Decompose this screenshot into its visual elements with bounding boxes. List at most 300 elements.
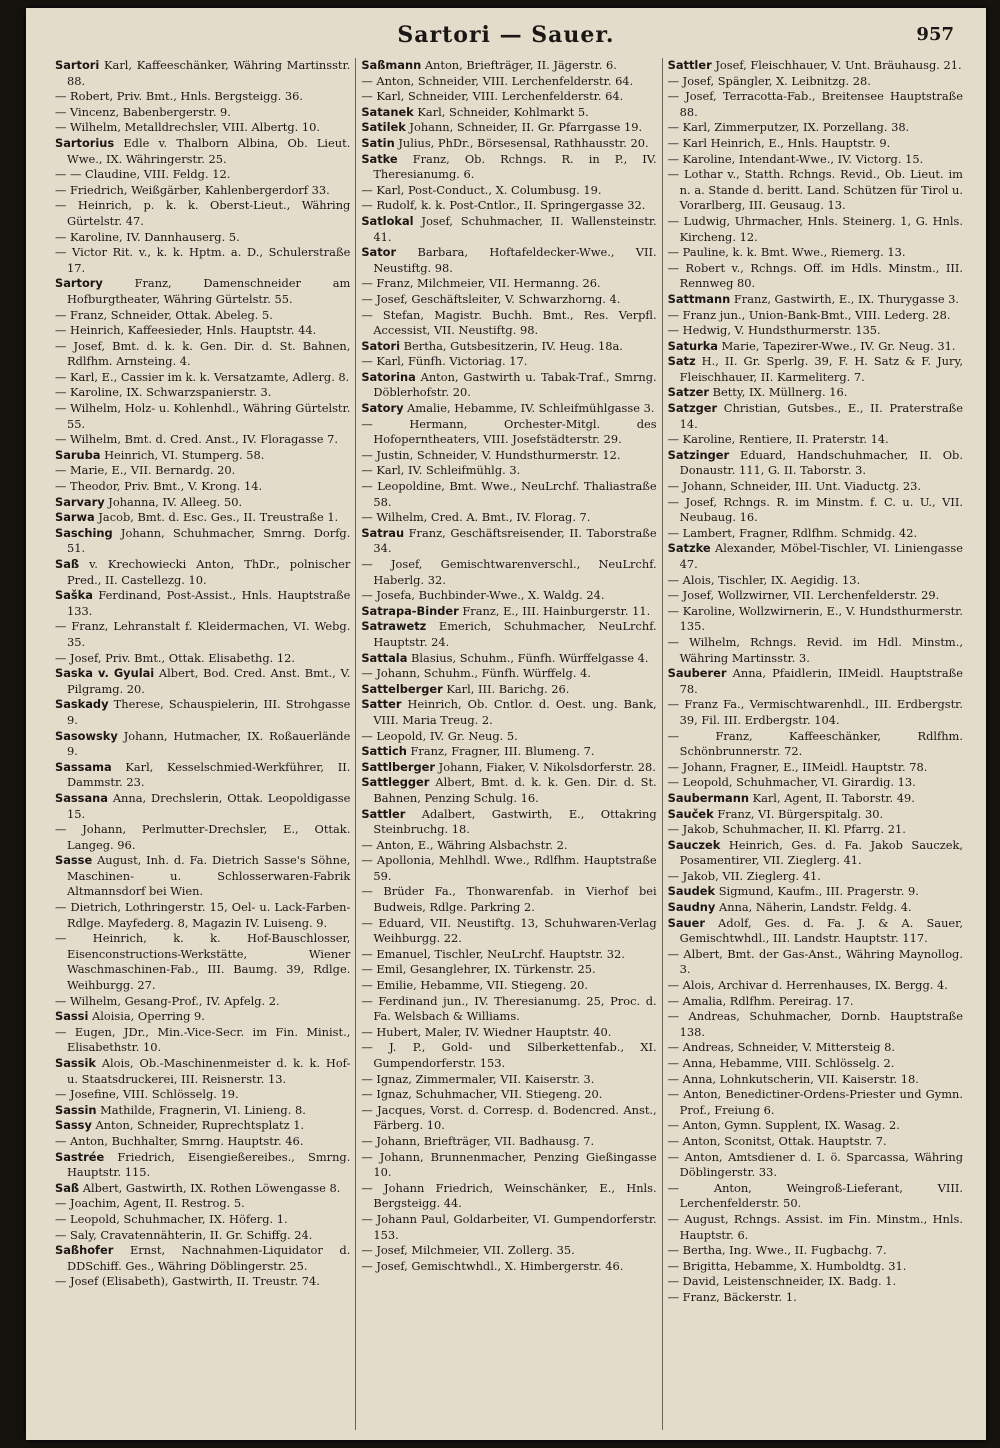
directory-entry <box>668 1243 963 1259</box>
directory-entry <box>361 448 656 464</box>
entry-text: — Andreas, Schuhmacher, Dornb. Hauptstraße 138. <box>667 1009 963 1039</box>
directory-entry <box>55 89 350 105</box>
entry-text: Julius, PhDr., Börsesensal, Rathhausstr. 20. <box>398 135 649 150</box>
directory-entry <box>55 697 350 728</box>
directory-entry <box>361 526 656 557</box>
entry-text: — Josef, Wollzwirner, VII. Lerchenfelderstr. 29. <box>667 588 940 603</box>
directory-entry <box>361 1259 656 1275</box>
entry-text: Franz, E., III. Hainburgerstr. 11. <box>462 603 651 618</box>
entry-text: Anna, Drechslerin, Ottak. Leopoldigasse 15. <box>67 790 351 821</box>
entry-text: — Anna, Lohnkutscherin, VII. Kaiserstr. 18. <box>667 1071 919 1086</box>
entry-text: — Albert, Bmt. der Gas-Anst., Währing Maynollog. 3. <box>667 946 963 977</box>
entry-text: — Josefine, VIII. Schlösselg. 19. <box>55 1087 239 1102</box>
entry-surname: Satzke <box>667 541 711 556</box>
entry-surname: Satke <box>361 151 398 166</box>
entry-surname: Sartory <box>55 276 103 291</box>
entry-text: — Lothar v., Statth. Rchngs. Revid., Ob. Lieut. im n. a. Stande d. beritt. Land. Schützen für Tirol u. Vorarlberg, III. Geusaug. 13. <box>667 167 963 213</box>
entry-text: — Heinrich, p. k. k. Oberst-Lieut., Währing Gürtelstr. 47. <box>55 198 351 228</box>
entry-text: Johann, Schuhmacher, Smrng. Dorfg. 51. <box>67 525 351 556</box>
entry-text: Karl, Schneider, Kohlmarkt 5. <box>417 104 589 119</box>
directory-entry <box>668 604 963 635</box>
directory-entry <box>361 962 656 978</box>
entry-text: — Alois, Tischler, IX. Aegidig. 13. <box>667 572 861 587</box>
entry-text: — Karoline, Rentiere, II. Praterstr. 14. <box>667 432 889 447</box>
entry-text: Ernst, Nachnahmen-Liquidator d. DDSchiff. Ges., Währing Döblingerstr. 25. <box>67 1243 351 1273</box>
directory-entry <box>361 557 656 588</box>
entry-text: Karl, III. Barichg. 26. <box>446 681 570 696</box>
entry-text: Franz, VI. Bürgerspitalg. 30. <box>717 806 884 821</box>
column-2 <box>355 58 661 1430</box>
directory-entry <box>668 635 963 666</box>
directory-entry <box>55 900 350 931</box>
directory-entry <box>668 245 963 261</box>
entry-text: — Anton, Sconitst, Ottak. Hauptstr. 7. <box>667 1133 887 1148</box>
directory-entry <box>361 1087 656 1103</box>
directory-entry <box>668 1212 963 1243</box>
entry-text: Franz, Damenschneider am Hofburgtheater, Währing Gürtelstr. 55. <box>67 276 351 306</box>
entry-text: Christian, Gutsbes., E., II. Praterstraße 14. <box>679 401 963 431</box>
directory-entry <box>668 1150 963 1181</box>
directory-entry <box>668 1056 963 1072</box>
entry-text: — Emilie, Hebamme, VII. Stiegeng. 20. <box>361 978 588 993</box>
entry-text: Franz, Ob. Rchngs. R. in P., IV. Theresianumg. 6. <box>373 151 657 182</box>
directory-entry <box>668 495 963 526</box>
directory-entry <box>668 994 963 1010</box>
directory-entry <box>668 152 963 168</box>
directory-entry <box>361 1040 656 1071</box>
entry-text: Amalie, Hebamme, IV. Schleifmühlgasse 3. <box>407 401 655 416</box>
column-1 <box>50 58 355 1430</box>
entry-surname: Sattmann <box>667 291 731 306</box>
directory-entry <box>361 198 656 214</box>
directory-entry <box>55 1181 350 1197</box>
entry-text: — Karoline, Intendant-Wwe., IV. Victorg. 15. <box>667 151 924 166</box>
directory-entry <box>668 900 963 916</box>
directory-entry <box>361 1103 656 1134</box>
directory-entry <box>55 370 350 386</box>
entry-text: — Anton, Gymn. Supplent, IX. Wasag. 2. <box>667 1118 900 1133</box>
entry-text: — Josef, Rchngs. R. im Minstm. f. C. u. U., VII. Neubaug. 16. <box>667 494 963 525</box>
entry-text: — August, Rchngs. Assist. im Fin. Minstm., Hnls. Hauptstr. 6. <box>667 1211 963 1242</box>
entry-text: — Wilhelm, Holz- u. Kohlenhdl., Währing Gürtelstr. 55. <box>55 401 351 431</box>
directory-entry <box>55 588 350 619</box>
directory-entry <box>361 354 656 370</box>
entry-text: — Anton, Schneider, VIII. Lerchenfelderstr. 64. <box>361 73 634 88</box>
entry-text: Karl, Agent, II. Taborstr. 49. <box>752 790 915 805</box>
entry-text: Bertha, Gutsbesitzerin, IV. Heug. 18a. <box>403 338 623 353</box>
entry-surname: Sauer <box>667 915 705 930</box>
entry-text: Johann, Hutmacher, IX. Roßauerlände 9. <box>67 728 351 759</box>
directory-entry <box>668 1040 963 1056</box>
directory-entry <box>668 261 963 292</box>
entry-surname: Sattlegger <box>361 775 430 790</box>
entry-surname: Sattala <box>361 650 408 665</box>
entry-surname: Sattlberger <box>361 759 436 774</box>
entry-surname: Sastrée <box>55 1149 105 1164</box>
directory-entry <box>668 58 963 74</box>
directory-entry <box>55 183 350 199</box>
entry-text: Edle v. Thalborn Albina, Ob. Lieut. Wwe., IX. Währingerstr. 25. <box>67 135 351 166</box>
directory-entry <box>668 1118 963 1134</box>
entry-surname: Satter <box>361 697 402 712</box>
directory-entry <box>55 526 350 557</box>
entry-text: — Hedwig, V. Hundsthurmerstr. 135. <box>667 323 881 338</box>
directory-entry <box>668 323 963 339</box>
directory-entry <box>55 651 350 667</box>
entry-surname: Saßhofer <box>55 1243 114 1258</box>
entry-text: Marie, Tapezirer-Wwe., IV. Gr. Neug. 31. <box>721 338 956 353</box>
entry-text: — Johann, Fragner, E., IIMeidl. Hauptstr. 78. <box>667 759 928 774</box>
directory-entry <box>668 339 963 355</box>
directory-entry <box>361 74 656 90</box>
entry-text: Heinrich, Ob. Cntlor. d. Oest. ung. Bank, VIII. Maria Treug. 2. <box>373 697 657 727</box>
entry-surname: Sattich <box>361 744 407 759</box>
entry-text: — Anna, Hebamme, VIII. Schlösselg. 2. <box>667 1056 895 1070</box>
entry-text: — Andreas, Schneider, V. Mittersteig 8. <box>667 1040 895 1055</box>
entry-text: — Karl, Zimmerputzer, IX. Porzellang. 38. <box>667 120 910 135</box>
directory-entry <box>361 651 656 667</box>
entry-surname: Satrawetz <box>361 619 427 634</box>
directory-entry <box>361 120 656 136</box>
entry-text: — Marie, E., VII. Bernardg. 20. <box>55 463 236 478</box>
entry-text: — Saly, Cravatennähterin, II. Gr. Schiffg. 24. <box>55 1227 313 1242</box>
directory-entry <box>361 697 656 728</box>
directory-entry <box>55 994 350 1010</box>
directory-entry <box>668 978 963 994</box>
directory-entry <box>361 276 656 292</box>
entry-text: Karl, Kaffeeschänker, Währing Martinsstr. 88. <box>67 58 351 88</box>
directory-entry <box>55 432 350 448</box>
directory-entry <box>668 1181 963 1212</box>
directory-entry <box>361 1150 656 1181</box>
directory-entry <box>361 853 656 884</box>
directory-entry <box>361 152 656 183</box>
directory-entry <box>55 495 350 511</box>
entry-text: — Emil, Gesanglehrer, IX. Türkenstr. 25. <box>361 962 596 977</box>
entry-text: Jacob, Bmt. d. Esc. Ges., II. Treustraße 1. <box>98 510 339 525</box>
directory-entry <box>55 167 350 183</box>
entry-text: — Heinrich, Kaffeesieder, Hnls. Hauptstr. 44. <box>55 323 317 338</box>
entry-text: — Johann Paul, Goldarbeiter, VI. Gumpendorferstr. 153. <box>361 1211 657 1242</box>
entry-text: — Karl, Post-Conduct., X. Columbusg. 19. <box>361 182 602 197</box>
entry-surname: Satin <box>361 135 395 150</box>
entry-text: Therese, Schauspielerin, III. Strohgasse 9. <box>67 697 351 727</box>
directory-entry <box>55 245 350 276</box>
running-title: Sartori — Sauer. <box>397 22 615 48</box>
directory-entry <box>361 401 656 417</box>
directory-entry <box>668 308 963 324</box>
directory-entry <box>361 58 656 74</box>
entry-text: — Franz, Schneider, Ottak. Abeleg. 5. <box>55 307 273 322</box>
entry-text: Blasius, Schuhm., Fünfh. Würffelgasse 4. <box>411 650 649 665</box>
entry-text: — Jakob, Schuhmacher, II. Kl. Pfarrg. 21. <box>667 822 906 837</box>
directory-entry <box>668 916 963 947</box>
directory-entry <box>55 1196 350 1212</box>
entry-text: — Stefan, Magistr. Buchh. Bmt., Res. Verpfl. Accessist, VII. Neustiftg. 98. <box>361 307 657 338</box>
entry-text: — Franz Fa., Vermischtwarenhdl., III. Erdbergstr. 39, Fil. III. Erdbergstr. 104. <box>667 697 963 727</box>
entry-surname: Satilek <box>361 120 406 135</box>
entry-text: — Leopold, Schuhmacher, VI. Girardig. 13. <box>667 775 916 790</box>
directory-entry <box>55 339 350 370</box>
directory-entry <box>668 760 963 776</box>
entry-text: — Karl, Schneider, VIII. Lerchenfelderstr. 64. <box>361 89 624 104</box>
directory-entry <box>668 120 963 136</box>
entry-text: — Franz, Kaffeeschänker, Rdlfhm. Schönbrunnerstr. 72. <box>667 728 963 759</box>
entry-text: — Robert, Priv. Bmt., Hnls. Bergsteigg. 36. <box>55 89 304 104</box>
entry-text: — Leopold, IV. Gr. Neug. 5. <box>361 728 518 743</box>
entry-text: — Jacques, Vorst. d. Corresp. d. Bodencred. Anst., Färberg. 10. <box>361 1102 657 1133</box>
entry-surname: Satzer <box>667 385 709 400</box>
directory-entry <box>55 479 350 495</box>
entry-text: Adalbert, Gastwirth, E., Ottakring Steinbruchg. 18. <box>373 806 657 837</box>
directory-entry <box>361 588 656 604</box>
directory-entry <box>55 276 350 307</box>
directory-entry <box>55 791 350 822</box>
entry-text: — Johann, Schuhm., Fünfh. Würffelg. 4. <box>361 666 591 681</box>
directory-entry <box>361 978 656 994</box>
entry-text: — Leopold, Schuhmacher, IX. Höferg. 1. <box>55 1211 288 1226</box>
directory-entry <box>361 619 656 650</box>
entry-text: Albert, Gastwirth, IX. Rothen Löwengasse 8. <box>82 1180 341 1195</box>
entry-text: — Karl, Fünfh. Victoriag. 17. <box>361 354 528 369</box>
directory-entry <box>361 760 656 776</box>
directory-entry <box>668 167 963 214</box>
entry-text: Friedrich, Eisengießereibes., Smrng. Hauptstr. 115. <box>67 1149 351 1180</box>
entry-text: — Robert v., Rchngs. Off. im Hdls. Minstm., III. Rennweg 80. <box>667 260 963 291</box>
directory-entry <box>361 1072 656 1088</box>
directory-entry <box>55 619 350 650</box>
entry-surname: Sassama <box>55 759 112 774</box>
entry-text: Mathilde, Fragnerin, VI. Linieng. 8. <box>100 1102 306 1117</box>
entry-text: — Karoline, IX. Schwarzspanierstr. 3. <box>55 385 272 400</box>
entry-text: — Rudolf, k. k. Post-Cntlor., II. Springergasse 32. <box>361 198 646 213</box>
directory-entry <box>55 136 350 167</box>
entry-text: — Franz jun., Union-Bank-Bmt., VIII. Lederg. 28. <box>667 307 951 322</box>
page-header <box>26 22 986 52</box>
entry-surname: Satory <box>361 401 404 416</box>
directory-page <box>26 8 986 1440</box>
directory-entry <box>668 1259 963 1275</box>
entry-text: — Wilhelm, Gesang-Prof., IV. Apfelg. 2. <box>55 993 280 1008</box>
entry-text: Johanna, IV. Alleeg. 50. <box>108 494 243 509</box>
directory-entry <box>55 510 350 526</box>
directory-entry <box>668 1009 963 1040</box>
directory-entry <box>668 822 963 838</box>
directory-entry <box>668 136 963 152</box>
entry-surname: Satzger <box>667 401 718 416</box>
entry-surname: Saturka <box>667 338 718 353</box>
entry-surname: Satanek <box>361 104 414 119</box>
directory-entry <box>668 526 963 542</box>
entry-surname: Sartori <box>55 58 100 72</box>
entry-text: Aloisia, Operring 9. <box>91 1009 205 1024</box>
directory-entry <box>361 308 656 339</box>
directory-entry <box>361 666 656 682</box>
directory-entry <box>55 822 350 853</box>
entry-text: Alexander, Möbel-Tischler, VI. Liniengasse 47. <box>679 541 963 571</box>
entry-surname: Satzinger <box>667 447 730 462</box>
entry-text: — Anton, Amtsdiener d. I. ö. Sparcassa, Währing Döblingerstr. 33. <box>667 1149 963 1180</box>
directory-entry <box>55 198 350 229</box>
entry-surname: Sator <box>361 245 397 260</box>
entry-text: — Josef (Elisabeth), Gastwirth, II. Treustr. 74. <box>55 1274 320 1289</box>
directory-entry <box>361 947 656 963</box>
entry-surname: Sauberer <box>667 666 727 681</box>
entry-text: — Josefa, Buchbinder-Wwe., X. Waldg. 24. <box>361 588 605 603</box>
entry-text: Anna, Näherin, Landstr. Feldg. 4. <box>718 900 912 915</box>
directory-entry <box>361 916 656 947</box>
entry-text: Anton, Gastwirth u. Tabak-Traf., Smrng. Döblerhofstr. 20. <box>373 369 657 400</box>
entry-text: Franz, Gastwirth, E., IX. Thurygasse 3. <box>733 291 960 306</box>
directory-entry <box>361 292 656 308</box>
entry-text: — Josef, Priv. Bmt., Ottak. Elisabethg. 12. <box>55 650 296 665</box>
entry-text: — Apollonia, Mehlhdl. Wwe., Rdlfhm. Hauptstraße 59. <box>361 853 657 883</box>
directory-entry <box>668 947 963 978</box>
entry-surname: Satz <box>667 354 696 369</box>
entry-text: Albert, Bod. Cred. Anst. Bmt., V. Pilgramg. 20. <box>67 666 351 696</box>
directory-entry <box>361 245 656 276</box>
entry-text: — Johann, Briefträger, VII. Badhausg. 7. <box>361 1133 595 1148</box>
entry-surname: Saudek <box>667 884 716 899</box>
entry-text: v. Krechowiecki Anton, ThDr., polnischer Pred., II. Castellezg. 10. <box>67 557 351 587</box>
entry-text: — Wilhelm, Metalldrechsler, VIII. Albertg. 10. <box>55 120 321 135</box>
entry-surname: Sassy <box>55 1118 92 1133</box>
directory-entry <box>668 775 963 791</box>
directory-entry <box>55 1274 350 1290</box>
entry-text: — Karl, IV. Schleifmühlg. 3. <box>361 463 521 478</box>
entry-text: — Johann, Schneider, III. Unt. Viaductg. 23. <box>667 479 922 494</box>
directory-entry <box>55 853 350 900</box>
directory-entry <box>668 1274 963 1290</box>
entry-text: — Joachim, Agent, II. Restrog. 5. <box>55 1196 245 1211</box>
directory-entry <box>55 1150 350 1181</box>
directory-entry <box>361 370 656 401</box>
page-number: 957 <box>916 24 954 45</box>
entry-text: Alois, Ob.-Maschinenmeister d. k. k. Hof- u. Staatsdruckerei, III. Reisnerstr. 13. <box>67 1056 351 1086</box>
directory-entry <box>668 588 963 604</box>
entry-surname: Sassin <box>55 1102 97 1117</box>
entry-text: — Ignaz, Schuhmacher, VII. Stiegeng. 20. <box>361 1087 603 1102</box>
directory-entry <box>55 463 350 479</box>
directory-entry <box>668 884 963 900</box>
directory-entry <box>361 604 656 620</box>
directory-entry <box>55 1087 350 1103</box>
entry-text: — David, Leistenschneider, IX. Badg. 1. <box>667 1274 897 1289</box>
directory-entry <box>668 791 963 807</box>
directory-entry <box>361 1025 656 1041</box>
entry-text: — Eduard, VII. Neustiftg. 13, Schuhwaren-Verlag Weihburgg. 22. <box>361 915 657 946</box>
directory-entry <box>55 58 350 89</box>
entry-text: — Wilhelm, Rchngs. Revid. im Hdl. Minstm., Währing Martinsstr. 3. <box>667 634 963 665</box>
entry-surname: Saska v. Gyulai <box>55 666 155 681</box>
entry-surname: Sassana <box>55 790 108 805</box>
entry-text: — Karoline, IV. Dannhauserg. 5. <box>55 229 240 244</box>
entry-text: Anton, Briefträger, II. Jägerstr. 6. <box>424 58 617 72</box>
directory-entry <box>668 432 963 448</box>
directory-entry <box>55 385 350 401</box>
entry-text: — Heinrich, k. k. Hof-Bauschlosser, Eisenconstructions-Werkstätte, Wiener Waschmaschinen-Fab., III. Baumg. 39, Rdlge. Weihburgg. 27. <box>55 931 351 993</box>
directory-entry <box>361 105 656 121</box>
entry-surname: Satrau <box>361 525 405 540</box>
entry-text: — Anton, Buchhalter, Smrng. Hauptstr. 46. <box>55 1133 304 1148</box>
entry-text: — Justin, Schneider, V. Hundsthurmerstr. 12. <box>361 447 621 462</box>
entry-text: Josef, Fleischhauer, V. Unt. Bräuhausg. 21. <box>715 58 962 72</box>
directory-entry <box>361 1243 656 1259</box>
directory-entry <box>55 666 350 697</box>
directory-entry <box>55 308 350 324</box>
entry-text: — Vincenz, Babenbergerstr. 9. <box>55 104 231 119</box>
directory-entry <box>361 775 656 806</box>
entry-surname: Sartorius <box>55 135 115 150</box>
entry-text: Franz, Geschäftsreisender, II. Taborstraße 34. <box>373 525 657 556</box>
directory-entry <box>361 89 656 105</box>
directory-entry <box>668 729 963 760</box>
entry-text: — Karoline, Wollzwirnerin, E., V. Hundsthurmerstr. 135. <box>667 603 963 634</box>
directory-entry <box>361 744 656 760</box>
directory-entry <box>668 448 963 479</box>
directory-entry <box>55 1243 350 1274</box>
directory-entry <box>668 354 963 385</box>
directory-entry <box>361 884 656 915</box>
directory-entry <box>55 120 350 136</box>
entry-text: — Josef, Gemischtwarenverschl., NeuLrchf. Haberlg. 32. <box>361 557 657 587</box>
entry-text: — Dietrich, Lothringerstr. 15, Oel- u. Lack-Farben-Rdlge. Mayfederg. 8, Magazin IV. Luiseng. 9. <box>55 900 351 930</box>
directory-entry <box>668 697 963 728</box>
entry-text: — Johann Friedrich, Weinschänker, E., Hnls. Bergsteigg. 44. <box>361 1180 657 1211</box>
directory-entry <box>55 760 350 791</box>
entry-surname: Sauczek <box>667 837 721 852</box>
entry-text: — Lambert, Fragner, Rdlfhm. Schmidg. 42. <box>667 525 918 540</box>
directory-entry <box>361 682 656 698</box>
entry-text: Heinrich, Ges. d. Fa. Jakob Sauczek, Posamentirer, VII. Zieglerg. 41. <box>679 837 963 868</box>
entry-text: H., II. Gr. Sperlg. 39, F. H. Satz & F. Jury, Fleischhauer, II. Karmeliterg. 7. <box>679 354 963 384</box>
entry-text: — Franz, Milchmeier, VII. Hermanng. 26. <box>361 276 601 291</box>
entry-text: — Anton, E., Währing Alsbachstr. 2. <box>361 837 568 852</box>
directory-entry <box>668 666 963 697</box>
directory-entry <box>55 1118 350 1134</box>
entry-text: — Amalia, Rdlfhm. Pereirag. 17. <box>667 993 854 1008</box>
entry-surname: Sasching <box>55 525 113 540</box>
directory-entry <box>668 1072 963 1088</box>
directory-entry <box>361 729 656 745</box>
entry-text: — Wilhelm, Cred. A. Bmt., IV. Florag. 7. <box>361 510 591 525</box>
entry-surname: Sassik <box>55 1056 96 1070</box>
entry-surname: Sassi <box>55 1009 89 1024</box>
directory-entry <box>668 1134 963 1150</box>
directory-entry <box>668 573 963 589</box>
directory-entry <box>55 230 350 246</box>
entry-text: — Victor Rit. v., k. k. Hptm. a. D., Schulerstraße 17. <box>55 245 351 275</box>
directory-entry <box>55 1025 350 1056</box>
entry-surname: Satrapa-Binder <box>361 603 459 618</box>
entry-text: — Ignaz, Zimmermaler, VII. Kaiserstr. 3. <box>361 1071 595 1086</box>
directory-entry <box>668 1290 963 1306</box>
entry-text: Johann, Schneider, II. Gr. Pfarrgasse 19. <box>409 120 643 135</box>
directory-entry <box>55 105 350 121</box>
directory-entry <box>361 463 656 479</box>
directory-entry <box>55 729 350 760</box>
entry-surname: Saruba <box>55 447 101 462</box>
entry-surname: Sasse <box>55 853 93 868</box>
entry-text: — Jakob, VII. Zieglerg. 41. <box>667 868 821 883</box>
directory-entry <box>361 1134 656 1150</box>
entry-text: Ferdinand, Post-Assist., Hnls. Hauptstraße 133. <box>67 588 351 618</box>
directory-entry <box>668 479 963 495</box>
entry-text: Eduard, Handschuhmacher, II. Ob. Donaustr. 111, G. II. Taborstr. 3. <box>679 447 963 478</box>
directory-entry <box>55 1212 350 1228</box>
entry-text: — Franz, Lehranstalt f. Kleidermachen, VI. Webg. 35. <box>55 619 351 649</box>
entry-surname: Sattelberger <box>361 681 443 696</box>
